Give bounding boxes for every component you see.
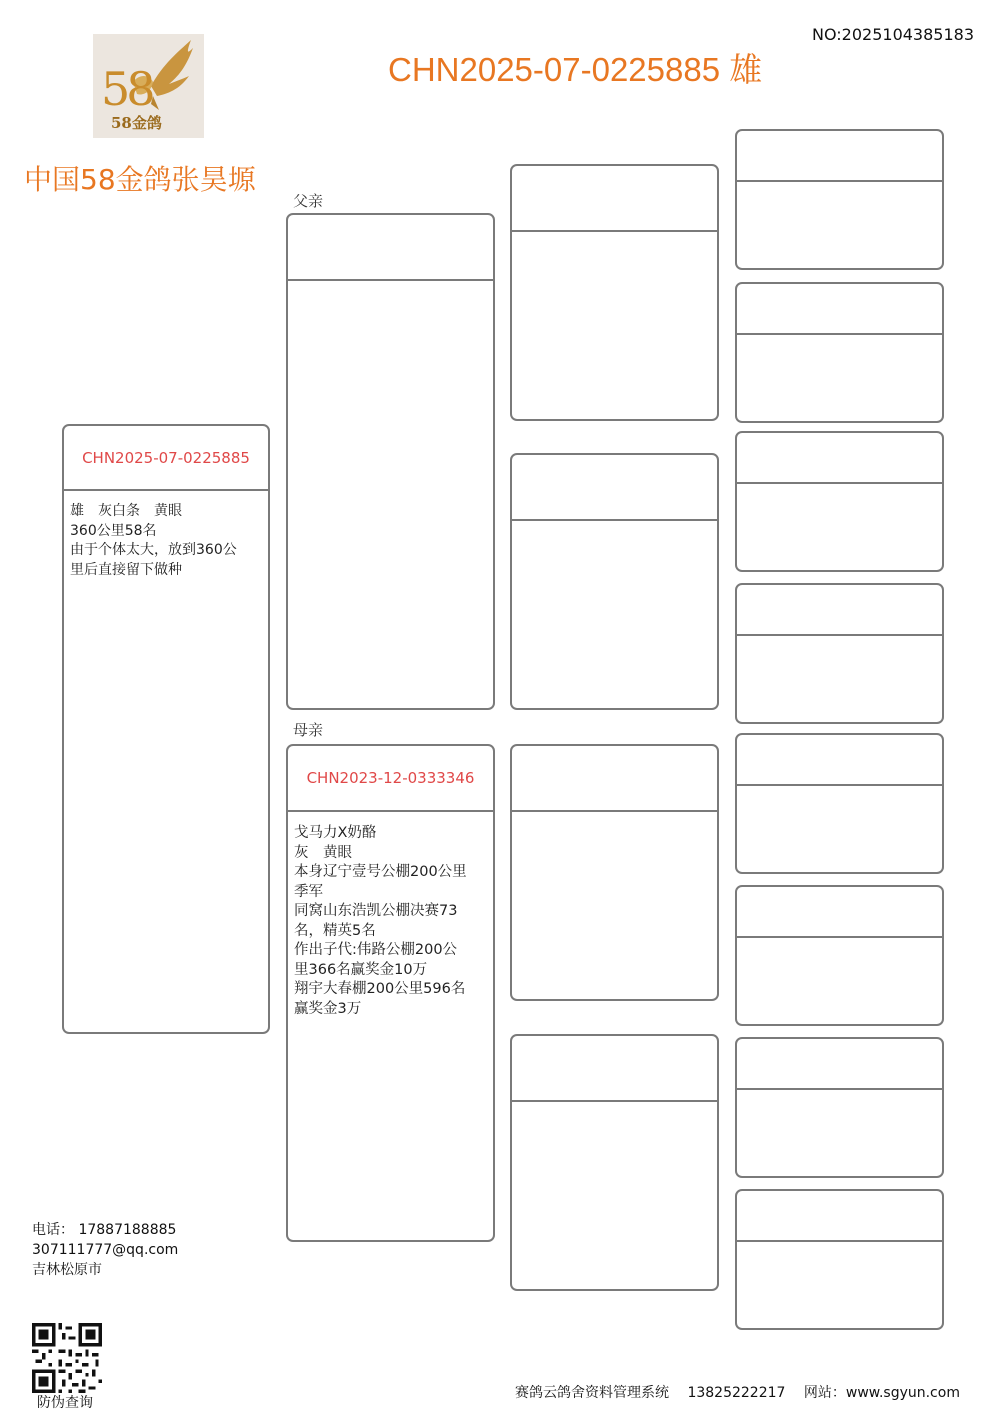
mother-line: 戈马力X奶酪 [294, 825, 377, 841]
great-grandparent-header [737, 1191, 942, 1242]
great-grandparent-card [735, 1037, 944, 1178]
grandparent-card [510, 744, 719, 1001]
mother-line: 本身辽宁壹号公棚200公里 [294, 864, 467, 880]
subject-details [70, 502, 262, 580]
grandparent-header [512, 455, 717, 521]
mother-line: 灰 黄眼 [294, 844, 352, 861]
footer-text: 赛鸽云鸽舍资料管理系统 13825222217 网站：www.sgyun.com [515, 1385, 960, 1401]
grandparent-header [512, 746, 717, 812]
great-grandparent-card [735, 282, 944, 423]
great-grandparent-card [735, 1189, 944, 1330]
page-title: CHN2025-07-0225885 雄 [388, 51, 763, 88]
mother-details [294, 824, 487, 1019]
document-number: NO:2025104385183 [812, 25, 975, 44]
subject-card [62, 424, 270, 1034]
mother-line: 里366名赢奖金10万 [294, 961, 428, 978]
grandparent-card [510, 1034, 719, 1291]
subject-line: 由于个体太大，放到360公 [70, 542, 237, 558]
grandparent-card [510, 164, 719, 421]
great-grandparent-card [735, 583, 944, 724]
mother-line: 名，精英5名 [294, 922, 376, 939]
great-grandparent-card [735, 885, 944, 1026]
great-grandparent-header [737, 887, 942, 938]
loft-name: 中国58金鸽张昊塬 [24, 163, 256, 196]
grandparent-header [512, 166, 717, 232]
great-grandparent-header [737, 284, 942, 335]
contact-phone: 电话： 17887188885 [32, 1222, 177, 1238]
mother-line: 同窝山东浩凯公棚决赛73 [294, 903, 458, 919]
subject-line: 360公里58名 [70, 522, 157, 539]
mother-card [286, 744, 495, 1242]
grandparent-card [510, 453, 719, 710]
logo-number: 58 [101, 62, 152, 116]
great-grandparent-header [737, 131, 942, 182]
great-grandparent-header [737, 735, 942, 786]
great-grandparent-header [737, 433, 942, 484]
grandparent-header [512, 1036, 717, 1102]
great-grandparent-card [735, 431, 944, 572]
great-grandparent-card [735, 129, 944, 270]
mother-line: 作出子代:伟路公棚200公 [294, 942, 458, 958]
father-label: 父亲 [293, 192, 324, 210]
contact-block [32, 1220, 178, 1280]
mother-line: 赢奖金3万 [294, 1000, 362, 1017]
contact-email: 307111777@qq.com [32, 1242, 179, 1258]
contact-address: 吉林松原市 [32, 1262, 102, 1278]
mother-line: 季军 [294, 883, 323, 900]
subject-ring: CHN2025-07-0225885 [64, 426, 268, 491]
father-ring [288, 215, 493, 281]
mother-ring: CHN2023-12-0333346 [288, 746, 493, 812]
father-card [286, 213, 495, 710]
qr-code-icon[interactable] [32, 1323, 102, 1393]
mother-label: 母亲 [293, 721, 324, 739]
logo-caption: 58金鸽 [111, 114, 162, 132]
subject-line: 雄 灰白条 黄眼 [70, 503, 182, 519]
great-grandparent-card [735, 733, 944, 874]
subject-line: 里后直接留下做种 [70, 561, 182, 578]
great-grandparent-header [737, 1039, 942, 1090]
logo [93, 34, 204, 138]
qr-caption: 防伪查询 [37, 1395, 93, 1411]
great-grandparent-header [737, 585, 942, 636]
mother-line: 翔宇大春棚200公里596名 [294, 981, 466, 997]
